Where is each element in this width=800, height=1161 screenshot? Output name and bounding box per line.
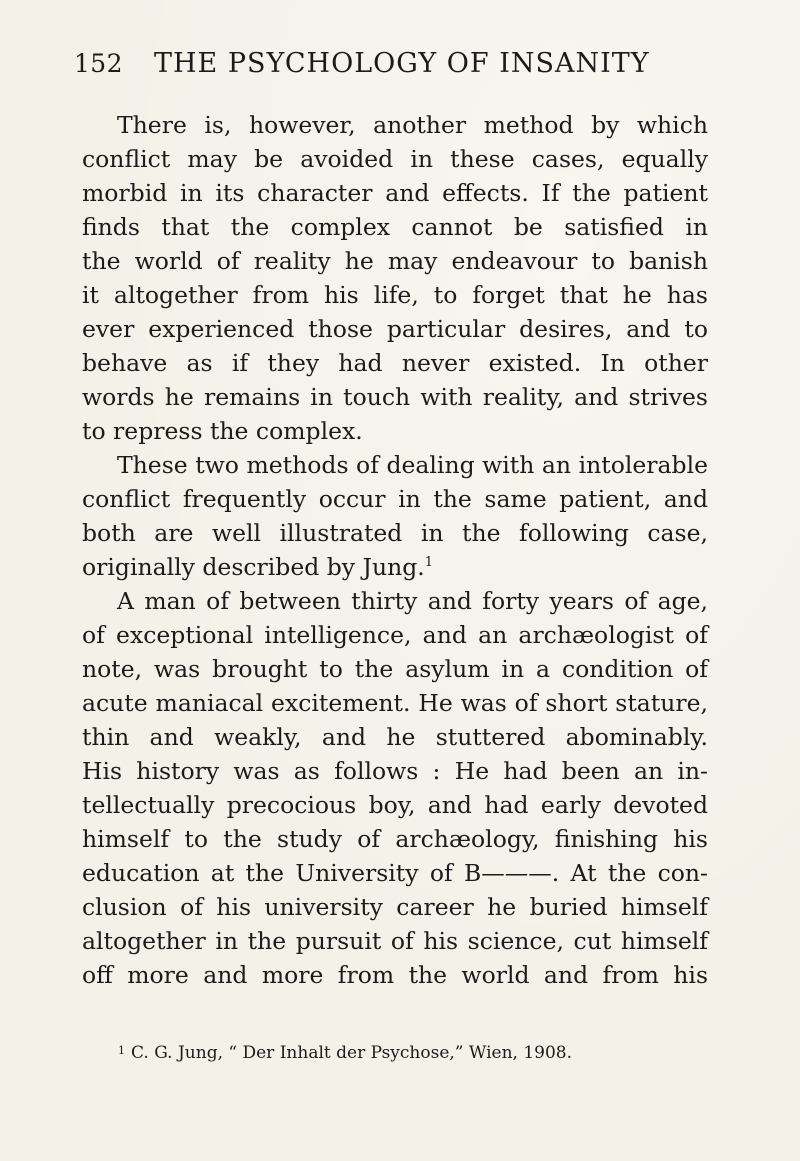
text-line: His history was as follows : He had been an in- [82,757,708,785]
text-line: originally described by Jung. [82,553,425,581]
text-line: morbid in its character and effects. If the patient [82,179,708,207]
text-line: it altogether from his life, to forget that he has [82,281,708,309]
text-line: words he remains in touch with reality, and strives [82,383,708,411]
text-line: both are well illustrated in the following case, [82,519,708,547]
text-line: A man of between thirty and forty years of age, [117,587,708,615]
footnote-text: C. G. Jung, “ Der Inhalt der Psychose,” Wien, 1908. [131,1043,572,1063]
text-line: note, was brought to the asylum in a condition of [82,655,708,683]
text-line: ever experienced those particular desires, and to [82,315,708,343]
text-line: clusion of his university career he buried himself [82,893,708,921]
running-title: THE PSYCHOLOGY OF INSANITY [154,48,650,79]
footnote-ref: 1 [424,555,434,570]
text-line: finds that the complex cannot be satisfied in [82,213,708,241]
page-number: 152 [74,49,123,78]
footnote [118,1038,678,1064]
text-line: conflict may be avoided in these cases, equally [82,145,708,173]
page-header [74,42,714,86]
text-line: to repress the complex. [82,417,363,445]
text-line: behave as if they had never existed. In other [82,349,708,377]
text-line: conflict frequently occur in the same patient, and [82,485,708,513]
text-line: of exceptional intelligence, and an archæologist of [82,621,708,649]
text-line: himself to the study of archæology, finishing his [82,825,708,853]
text-line: There is, however, another method by which [117,111,708,139]
text-line: altogether in the pursuit of his science, cut himself [82,927,708,955]
text-line: tellectually precocious boy, and had early devoted [82,791,708,819]
text-line: acute maniacal excitement. He was of short stature, [82,689,708,717]
text-line: off more and more from the world and from his [82,961,708,989]
text-line: These two methods of dealing with an intolerable [117,451,708,479]
footnote-marker: 1 [118,1044,125,1057]
text-line-with-footnote-ref [82,550,708,584]
text-line: education at the University of B———. At the con- [82,859,708,887]
text-line: the world of reality he may endeavour to banish [82,247,708,275]
text-line: thin and weakly, and he stuttered abominably. [82,723,708,751]
